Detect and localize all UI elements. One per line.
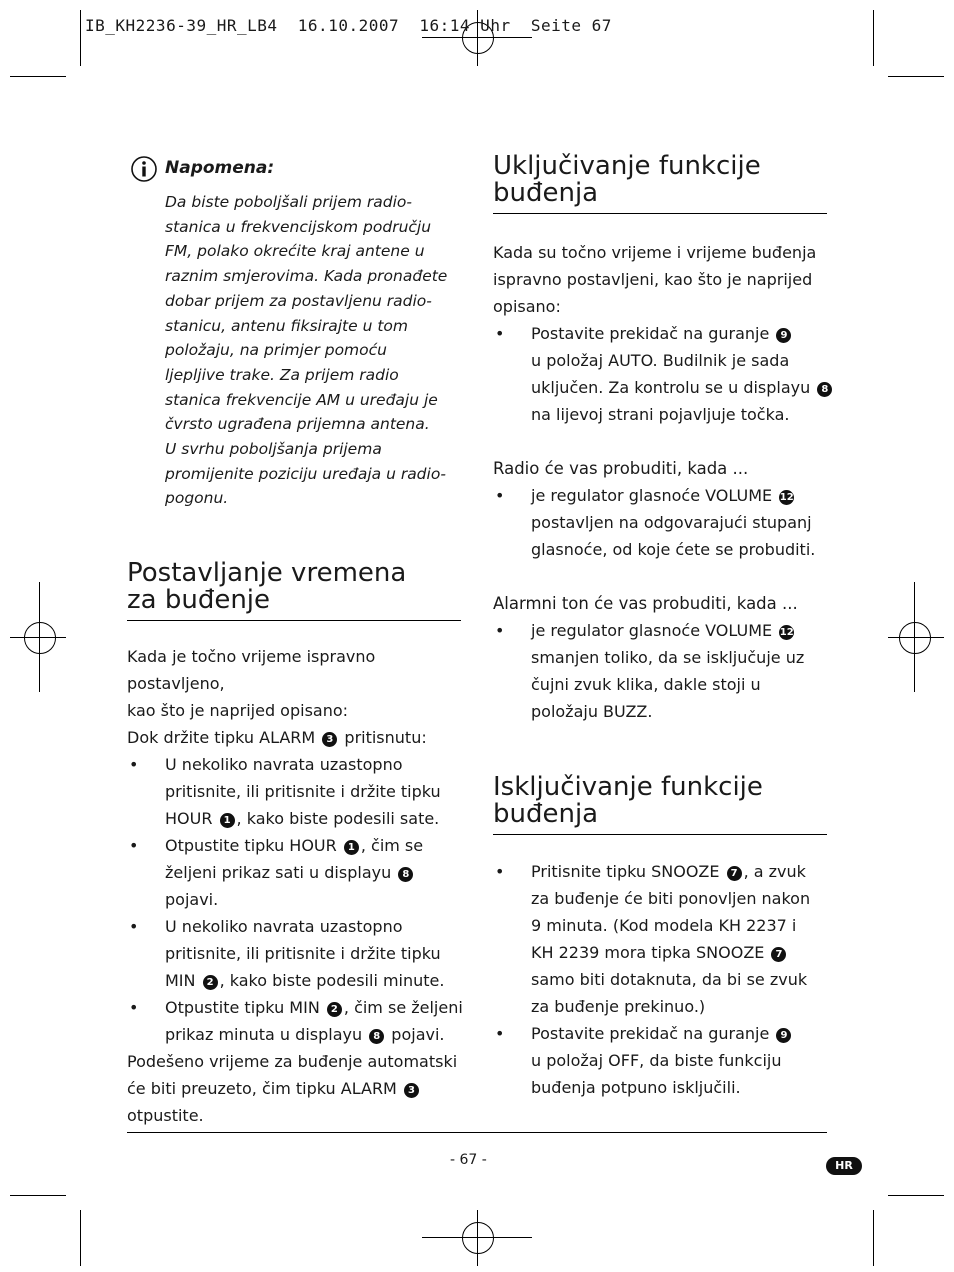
disable-alarm-body	[493, 858, 838, 1101]
ref-marker: 12	[779, 492, 794, 503]
ref-marker: 12	[779, 627, 794, 638]
note-text: Da biste poboljšali prijem radio- stanica u frekvencijskom području FM, polako okrećite kraj antene u raznim smjerovima. Kada pronađete dobar prijem za postavljenu radio- stanicu, antenu fiksirajte u tom položaju, na primjer pomoću ljepljive trake. Za prijem radio stanica frekvencije AM u uređaju je čvrsto ugrađena prijemna antena. U svrhu poboljšanja prijema promijenite poziciju uređaja u radio- pogonu.	[165, 193, 448, 508]
ref-marker: 1	[220, 813, 235, 828]
crop-mark	[10, 1195, 66, 1196]
list-item: • Pritisnite tipku SNOOZE 7 , a zvuk za buđenje će biti ponovljen nakon 9 minuta. (Kod modela KH 2237 i KH 2239 mora tipka SNOOZE 7 samo biti dotaknuta, da bi se zvuk za buđenje prekinuo.)	[493, 858, 838, 1020]
list-item: • U nekoliko navrata uzastopno pritisnite, ili pritisnite i držite tipku HOUR 1 , kako biste podesili sate.	[127, 751, 472, 832]
registration-mark-line	[422, 37, 532, 38]
ref-marker: 7	[727, 866, 742, 881]
subheading-radio: Radio će vas probuditi, kada ...	[493, 459, 749, 478]
section-heading-enable-alarm: Uključivanje funkcije buđenja	[493, 153, 827, 214]
ref-marker: 2	[203, 975, 218, 990]
ref-marker: 3	[322, 732, 337, 747]
enable-alarm-body: Kada su točno vrijeme i vrijeme buđenja ispravno postavljeni, kao što je naprijed opisano: • Postavite prekidač na guranje 9 u položaj AUTO. Budilnik je sada uključen. Za kontrolu se u displayu 8 na lijevoj strani pojavljuje točka. Radio će vas probuditi, kada ... • je regulator glasnoće VOLUME 12 postavljen na odgovarajući stupanj glasnoće, od koje ćete se probuditi. Alarmni ton će vas probuditi, kada ... • je regulator glasnoće VOLUME 12 smanjen toliko, da se isključuje uz čujni zvuk klika, dakle stoji u položaju BUZZ.	[493, 239, 838, 725]
info-icon	[130, 155, 158, 183]
registration-mark-line	[10, 637, 66, 638]
print-slug: IB_KH2236-39_HR_LB4 16.10.2007 16:14 Uhr Seite 67	[85, 16, 612, 35]
list-item: • Otpustite tipku MIN 2 , čim se željeni prikaz minuta u displayu 8 pojavi.	[127, 994, 472, 1048]
section-heading-disable-alarm: Isključivanje funkcije buđenja	[493, 774, 827, 835]
page-number: - 67 -	[450, 1152, 487, 1168]
crop-mark	[10, 76, 66, 77]
language-badge: HR	[826, 1157, 862, 1175]
crop-mark	[80, 1210, 81, 1266]
crop-mark	[873, 1210, 874, 1266]
registration-mark-line	[477, 1210, 478, 1266]
ref-marker: 7	[771, 947, 786, 962]
ref-marker: 3	[404, 1083, 419, 1098]
list-item: • U nekoliko navrata uzastopno pritisnite, ili pritisnite i držite tipku MIN 2 , kako biste podesili minute.	[127, 913, 472, 994]
set-alarm-body: Kada je točno vrijeme ispravno postavljeno, kao što je naprijed opisano: Dok držite tipku ALARM 3 pritisnutu: • U nekoliko navrata uzastopno pritisnite, ili pritisnite i držite tipku HOUR 1 , kako biste podesili sate. • Otpustite tipku HOUR 1 , čim se željeni prikaz sati u displayu 8 pojavi. • U nekoliko navrata uzastopno pritisnite, ili pritisnite i držite tipku MIN 2 , kako biste podesili minute. • Otpustite tipku MIN 2 , čim se željeni prikaz minuta u displayu 8 pojavi. Podešeno vrijeme za buđenje automatski će biti preuzeto, čim tipku ALARM 3 otpustite.	[127, 643, 472, 1129]
list-item: • Otpustite tipku HOUR 1 , čim se željeni prikaz sati u displayu 8 pojavi.	[127, 832, 472, 913]
crop-mark	[888, 76, 944, 77]
list-item: • Postavite prekidač na guranje 9 u položaj AUTO. Budilnik je sada uključen. Za kontrolu se u displayu 8 na lijevoj strani pojavljuje točka.	[493, 320, 838, 428]
registration-mark	[24, 622, 56, 654]
list-item: • je regulator glasnoće VOLUME 12 postavljen na odgovarajući stupanj glasnoće, od koje ćete se probuditi.	[493, 482, 838, 563]
registration-mark-line	[888, 637, 944, 638]
list-item: • je regulator glasnoće VOLUME 12 smanjen toliko, da se isključuje uz čujni zvuk klika, dakle stoji u položaju BUZZ.	[493, 617, 838, 725]
ref-marker: 8	[369, 1029, 384, 1044]
registration-mark	[899, 622, 931, 654]
subheading-buzzer: Alarmni ton će vas probuditi, kada ...	[493, 594, 798, 613]
registration-mark	[462, 1222, 494, 1254]
crop-mark	[888, 1195, 944, 1196]
section-heading-set-alarm: Postavljanje vremena za buđenje	[127, 560, 461, 621]
ref-marker: 9	[776, 328, 791, 343]
list-item: • Postavite prekidač na guranje 9 u položaj OFF, da biste funkciju buđenja potpuno isključili.	[493, 1020, 838, 1101]
footer-divider	[127, 1132, 827, 1133]
ref-marker: 8	[398, 867, 413, 882]
ref-marker: 1	[344, 840, 359, 855]
ref-marker: 2	[327, 1002, 342, 1017]
crop-mark	[873, 10, 874, 66]
ref-marker: 8	[817, 382, 832, 397]
note-title: Napomena:	[165, 158, 275, 178]
crop-mark	[80, 10, 81, 66]
registration-mark-line	[422, 1237, 532, 1238]
ref-marker: 9	[776, 1028, 791, 1043]
